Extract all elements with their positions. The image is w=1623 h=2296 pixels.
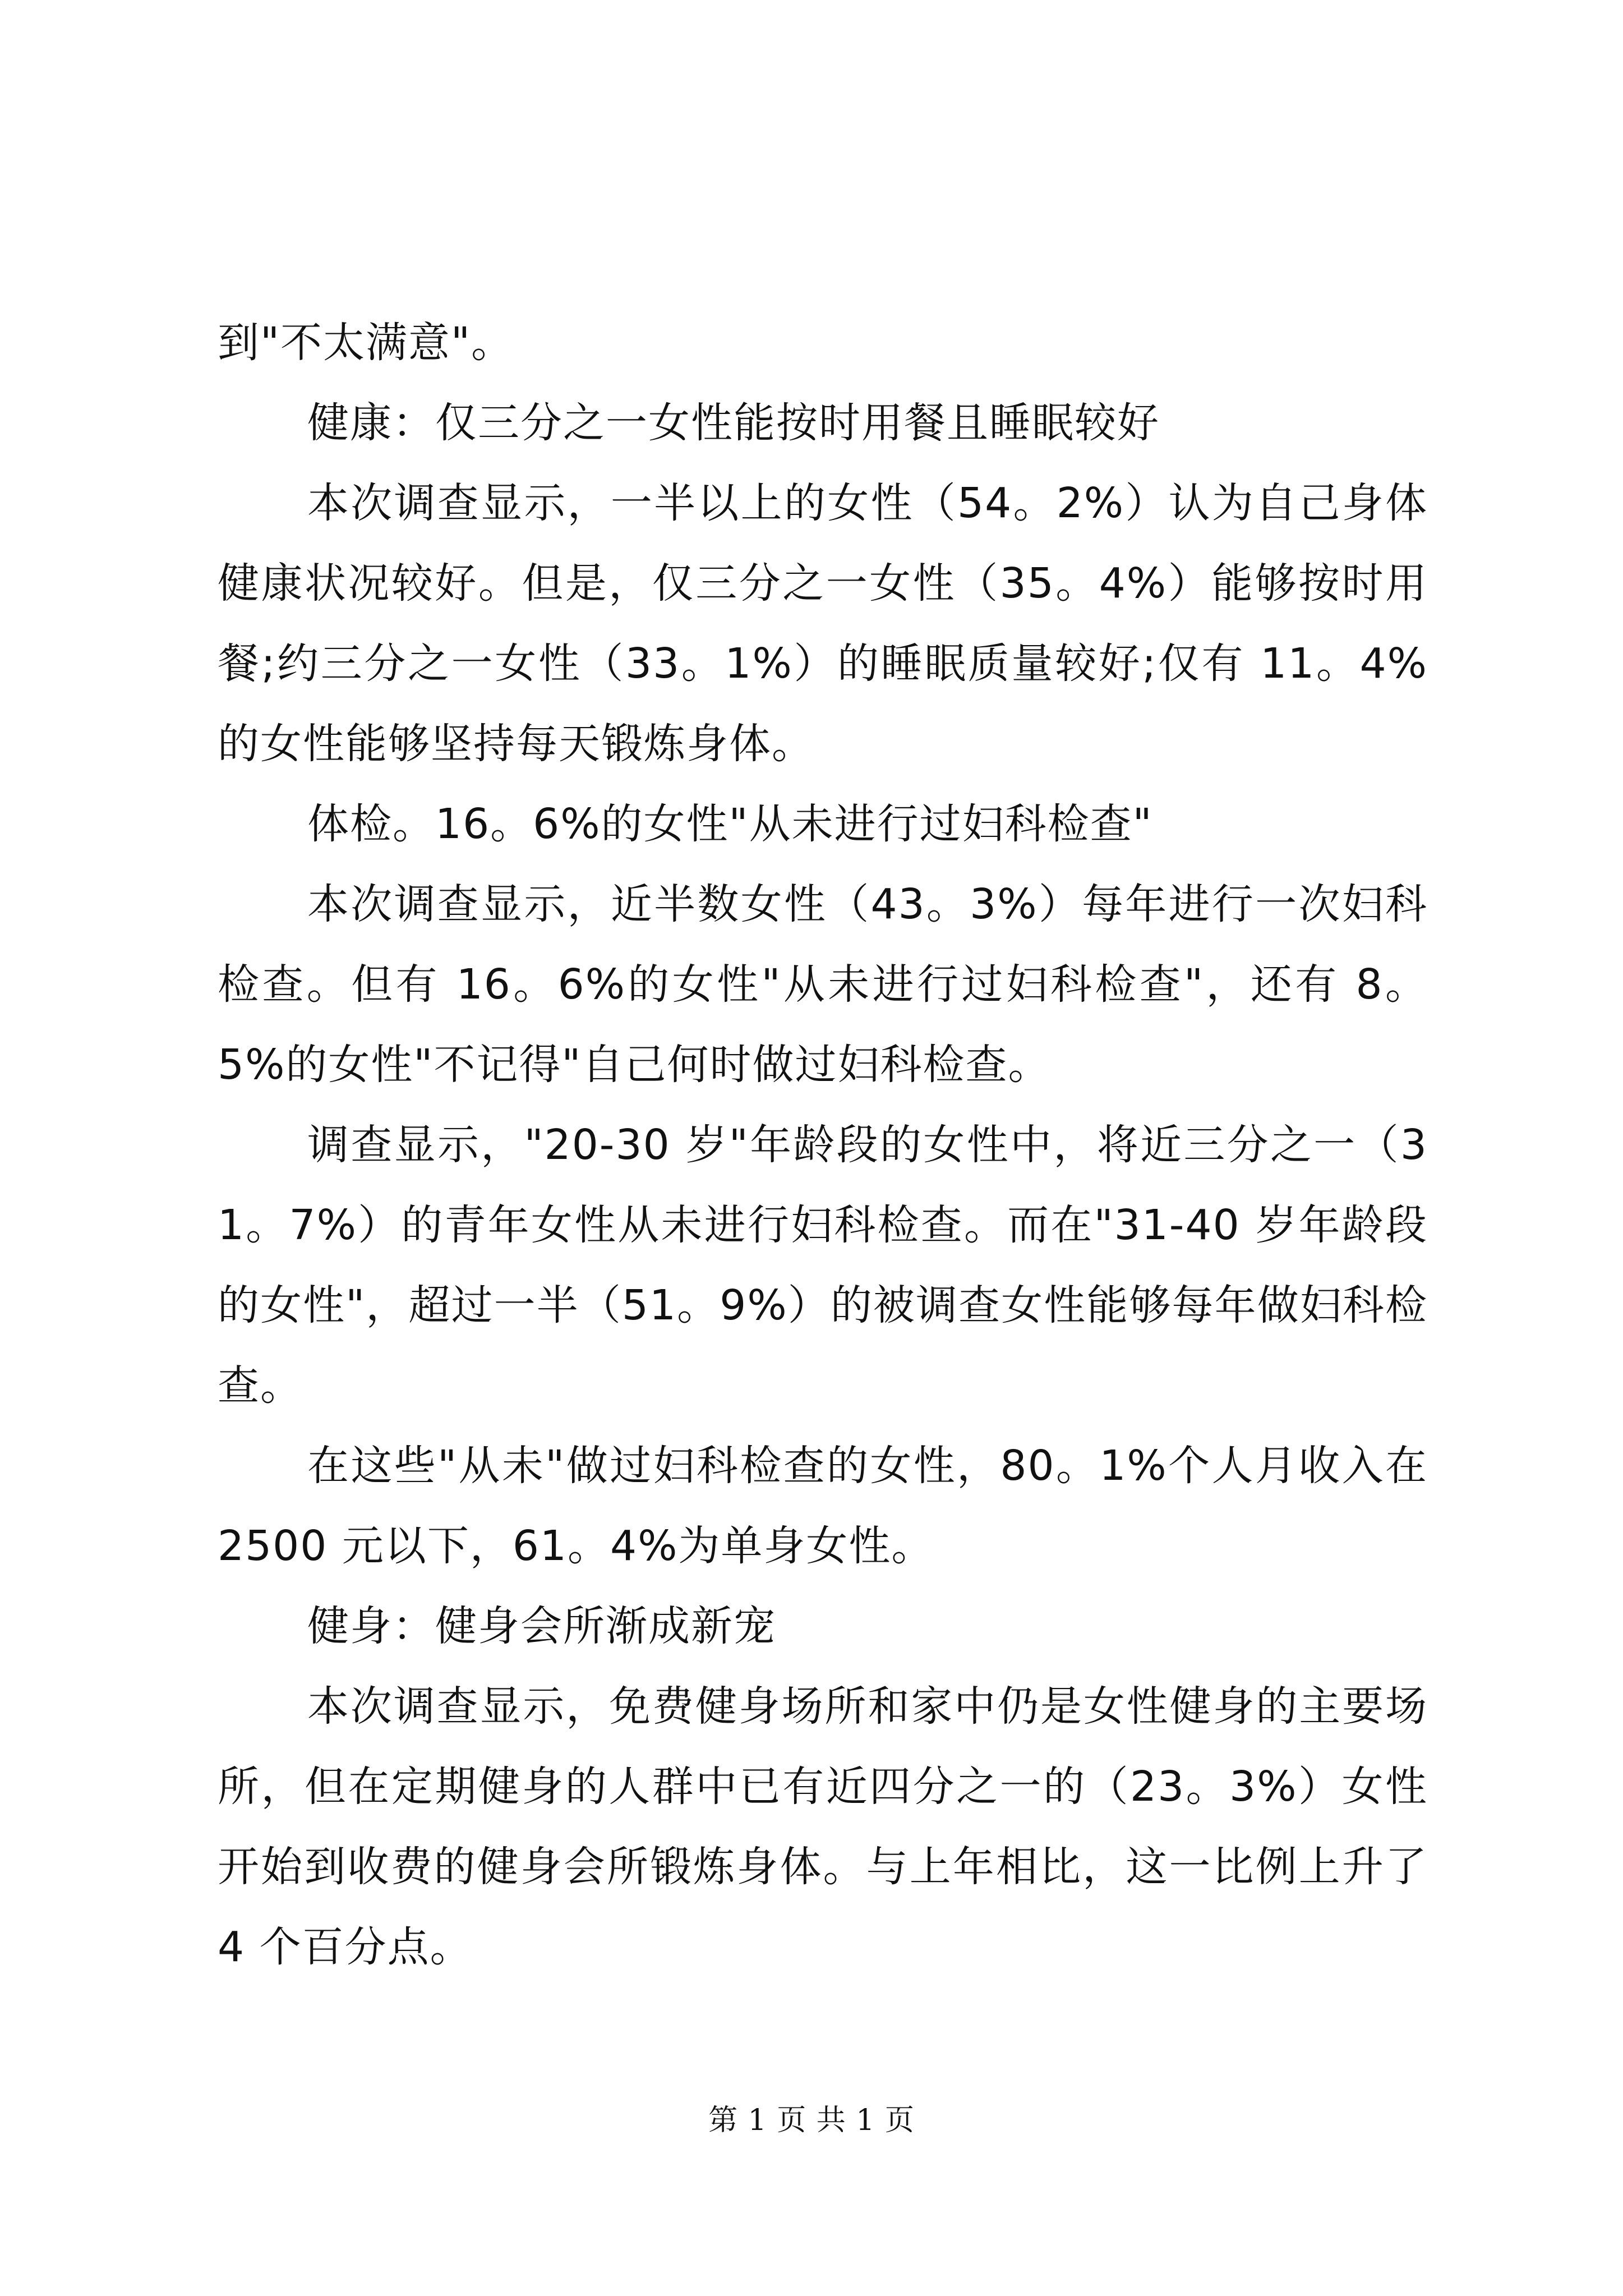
heading-checkup: 体检。16。6%的女性"从未进行过妇科检查" bbox=[307, 800, 1153, 848]
page-footer: 第 1 页 共 1 页 bbox=[708, 2104, 915, 2137]
paragraph-checkup-survey: 本次调查显示，近半数女性（43。3%）每年进行一次妇科检查。但有 16。6%的女性"从未进行过妇科检查"，还有 8。5%的女性"不记得"自己何时做过妇科检查。 bbox=[218, 880, 1428, 1089]
paragraph-continuation: 到"不太满意"。 bbox=[218, 319, 514, 367]
heading-fitness: 健身：健身会所渐成新宠 bbox=[307, 1602, 776, 1650]
paragraph-fitness-survey: 本次调查显示，免费健身场所和家中仍是女性健身的主要场所，但在定期健身的人群中已有近四分之一的（23。3%）女性开始到收费的健身会所锻炼身体。与上年相比，这一比例上升了 4 个百分点。 bbox=[218, 1682, 1428, 1971]
document-body bbox=[218, 303, 1428, 1987]
paragraph-health-survey: 本次调查显示，一半以上的女性（54。2%）认为自己身体健康状况较好。但是，仅三分之一女性（35。4%）能够按时用餐;约三分之一女性（33。1%）的睡眠质量较好;仅有 11。4%的女性能够坚持每天锻炼身体。 bbox=[218, 479, 1428, 768]
paragraph-income: 在这些"从未"做过妇科检查的女性，80。1%个人月收入在 2500 元以下，61。4%为单身女性。 bbox=[218, 1442, 1428, 1570]
paragraph-age-groups: 调查显示，"20-30 岁"年龄段的女性中，将近三分之一（31。7%）的青年女性从未进行妇科检查。而在"31-40 岁年龄段的女性"，超过一半（51。9%）的被调查女性能够每年做妇科检查。 bbox=[218, 1121, 1428, 1410]
heading-health: 健康：仅三分之一女性能按时用餐且睡眠较好 bbox=[307, 399, 1160, 447]
